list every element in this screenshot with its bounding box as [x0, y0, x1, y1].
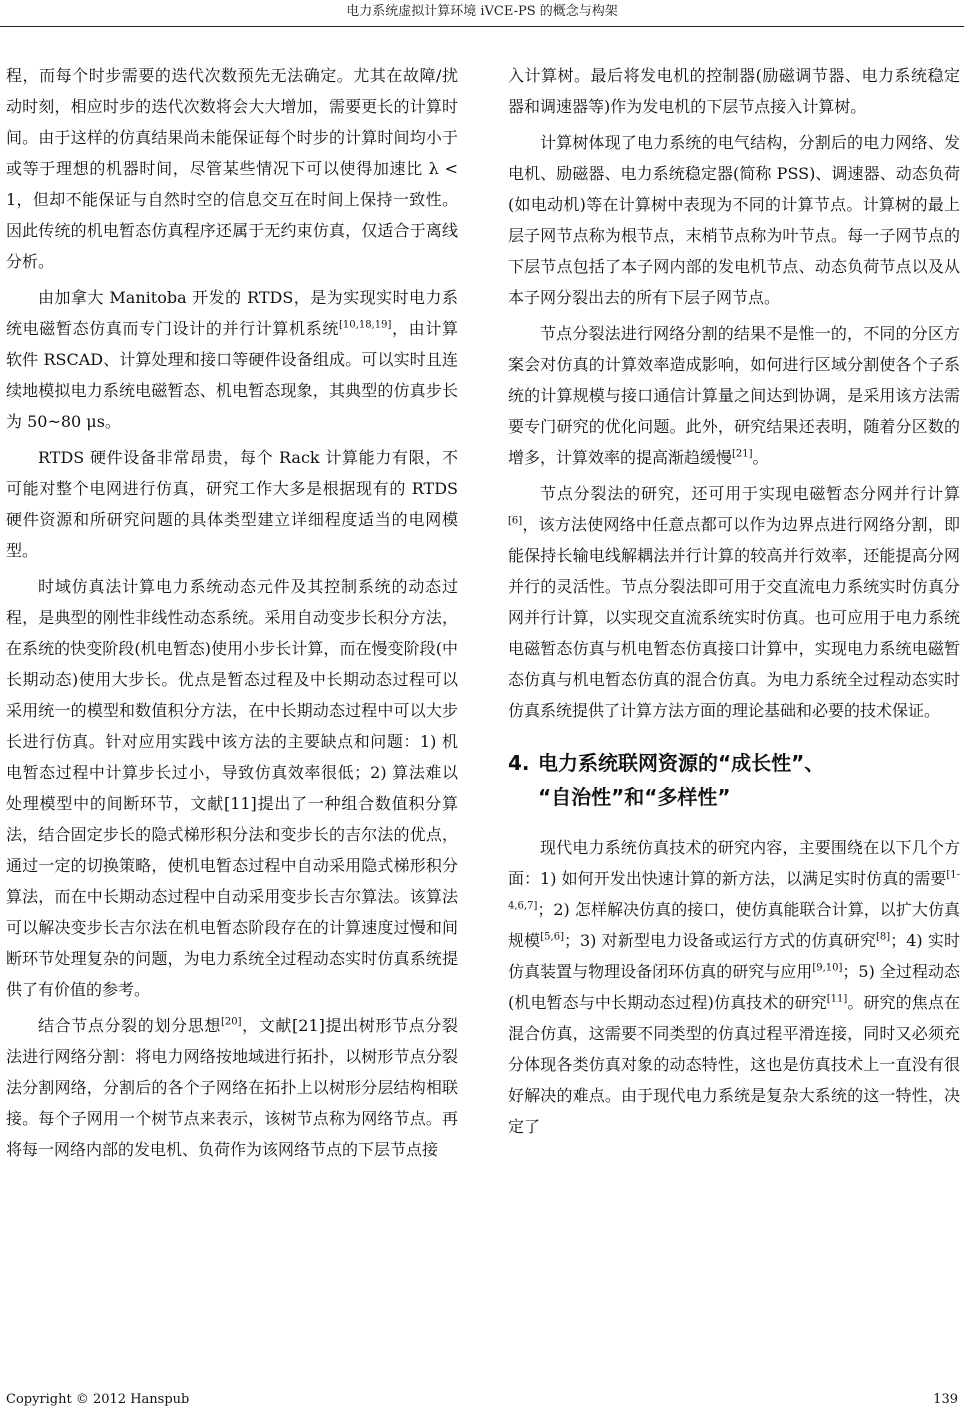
text-span: ；4) 实时仿真装置与物理设备闭环仿真的研究与应用 — [508, 931, 960, 981]
left-column — [6, 60, 458, 1170]
text-span: ，文献[21]提出树形节点分裂法进行网络分割：将电力网络按地域进行拓扑，以树形节点分裂法分割网络，分割后的各个子网络在拓扑上以树形分层结构相联接。每个子网用一个树节点来表示，该树节点称为网络节点。再将每一网络内部的发电机、负荷作为该网络节点的下层节点接 — [6, 1016, 458, 1159]
text-span: ；2) 怎样解决仿真的接口，使仿真能联合计算，以扩大仿真规模 — [508, 900, 960, 950]
page-number: 139 — [933, 1392, 958, 1407]
citation: [11] — [826, 993, 848, 1005]
running-header: 电力系统虚拟计算环境 iVCE-PS 的概念与构架 — [346, 4, 618, 19]
paragraph — [508, 478, 960, 726]
text-span: 节点分裂法的研究，还可用于实现电磁暂态分网并行计算 — [540, 484, 960, 503]
text-span: ，由计算软件 RSCAD、计算处理和接口等硬件设备组成。可以实时且连续地模拟电力系统电磁暂态、机电暂态现象，其典型的仿真步长为 50~80 μs。 — [6, 319, 458, 431]
paragraph: 程，而每个时步需要的迭代次数预先无法确定。尤其在故障/扰动时刻，相应时步的迭代次数将会大大增加，需要更长的计算时间。由于这样的仿真结果尚未能保证每个时步的计算时间均小于或等于理想的机器时间，尽管某些情况下可以使得加速比 λ < 1，但却不能保证与自然时空的信息交互在时间上保持一致性。因此传统的机电暂态仿真程序还属于无约束仿真，仅适合于离线分析。 — [6, 66, 458, 271]
paragraph: RTDS 硬件设备非常昂贵，每个 Rack 计算能力有限，不可能对整个电网进行仿真，研究工作大多是根据现有的 RTDS 硬件资源和所研究问题的具体类型建立详细程度适当的电网模型。 — [6, 448, 458, 560]
text-span: ；5) 全过程动态(机电暂态与中长期动态过程)仿真技术的研究 — [508, 962, 960, 1012]
citation: [9,10] — [812, 962, 843, 974]
header-rule — [0, 26, 964, 27]
text-span: ；3) 对新型电力设备或运行方式的仿真研究 — [564, 931, 877, 950]
section-number: 4. — [508, 751, 530, 775]
text-span: 。 — [752, 448, 769, 467]
text-span: 现代电力系统仿真技术的研究内容，主要围绕在以下几个方面：1) 如何开发出快速计算的新方法，以满足实时仿真的需要 — [508, 838, 960, 888]
footer-copyright: Copyright © 2012 Hanspub — [6, 1392, 190, 1407]
paragraph — [6, 282, 458, 437]
citation: [6] — [508, 515, 523, 527]
section-title-line1: 电力系统联网资源的“成长性”、 — [538, 751, 825, 775]
paragraph — [508, 318, 960, 473]
right-column — [508, 60, 960, 1147]
citation: [10,18,19] — [339, 319, 392, 331]
paragraph: 时域仿真法计算电力系统动态元件及其控制系统的动态过程，是典型的刚性非线性动态系统。采用自动变步长积分方法，在系统的快变阶段(机电暂态)使用小步长计算，而在慢变阶段(中长期动态)使用大步长。优点是暂态过程及中长期动态过程可以采用统一的模型和数值积分方法，在中长期动态过程中可以大步长进行仿真。针对应用实践中该方法的主要缺点和问题：1) 机电暂态过程中计算步长过小，导致仿真效率很低；2) 算法难以处理模型中的间断环节，文献[11]提出了一种组合数值积分算法，结合固定步长的隐式梯形积分法和变步长的吉尔法的优点，通过一定的切换策略，使机电暂态过程中自动采用隐式梯形积分算法，而在中长期动态过程中自动采用变步长吉尔算法。该算法可以解决变步长吉尔法在机电暂态阶段存在的计算速度过慢和间断环节处理复杂的问题，为电力系统全过程动态实时仿真系统提供了有价值的参考。 — [6, 577, 458, 999]
paragraph — [508, 832, 960, 1142]
citation: [20] — [220, 1016, 242, 1028]
text-span: 。研究的焦点在混合仿真，这需要不同类型的仿真过程平滑连接，同时又必须充分体现各类仿真对象的动态特性，这也是仿真技术上一直没有很好解决的难点。由于现代电力系统是复杂大系统的这一特性，决定了 — [508, 993, 960, 1136]
section-heading — [508, 746, 960, 814]
citation: [1-4,6,7] — [508, 869, 960, 912]
section-title-line2: “自治性”和“多样性” — [538, 785, 731, 809]
text-span: ，该方法使网络中任意点都可以作为边界点进行网络分割，即能保持长输电线解耦法并行计算的较高并行效率，还能提高分网并行的灵活性。节点分裂法即可用于交直流电力系统实时仿真分网并行计算，以实现交直流系统实时仿真。也可应用于电力系统电磁暂态仿真与机电暂态仿真接口计算中，实现电力系统电磁暂态仿真与机电暂态仿真的混合仿真。为电力系统全过程动态实时仿真系统提供了计算方法方面的理论基础和必要的技术保证。 — [508, 515, 960, 720]
text-span: 由加拿大 Manitoba 开发的 RTDS，是为实现实时电力系统电磁暂态仿真而专门设计的并行计算机系统 — [6, 288, 458, 338]
text-span: 结合节点分裂的划分思想 — [38, 1016, 221, 1035]
citation: [21] — [732, 448, 753, 460]
paragraph: 计算树体现了电力系统的电气结构，分割后的电力网络、发电机、励磁器、电力系统稳定器(简称 PSS)、调速器、动态负荷(如电动机)等在计算树中表现为不同的计算节点。计算树的最上层子网节点称为根节点，末梢节点称为叶节点。每一子网节点的下层节点包括了本子网内部的发电机节点、动态负荷节点以及从本子网分裂出去的所有下层子网节点。 — [508, 133, 960, 307]
paragraph — [6, 1010, 458, 1165]
citation: [8] — [876, 931, 891, 943]
text-span: 节点分裂法进行网络分割的结果不是惟一的，不同的分区方案会对仿真的计算效率造成影响，如何进行区域分割使各个子系统的计算规模与接口通信计算量之间达到协调，是采用该方法需要专门研究的优化问题。此外，研究结果还表明，随着分区数的增多，计算效率的提高渐趋缓慢 — [508, 324, 960, 467]
citation: [5,6] — [540, 931, 564, 943]
paragraph: 入计算树。最后将发电机的控制器(励磁调节器、电力系统稳定器和调速器等)作为发电机的下层节点接入计算树。 — [508, 66, 960, 116]
